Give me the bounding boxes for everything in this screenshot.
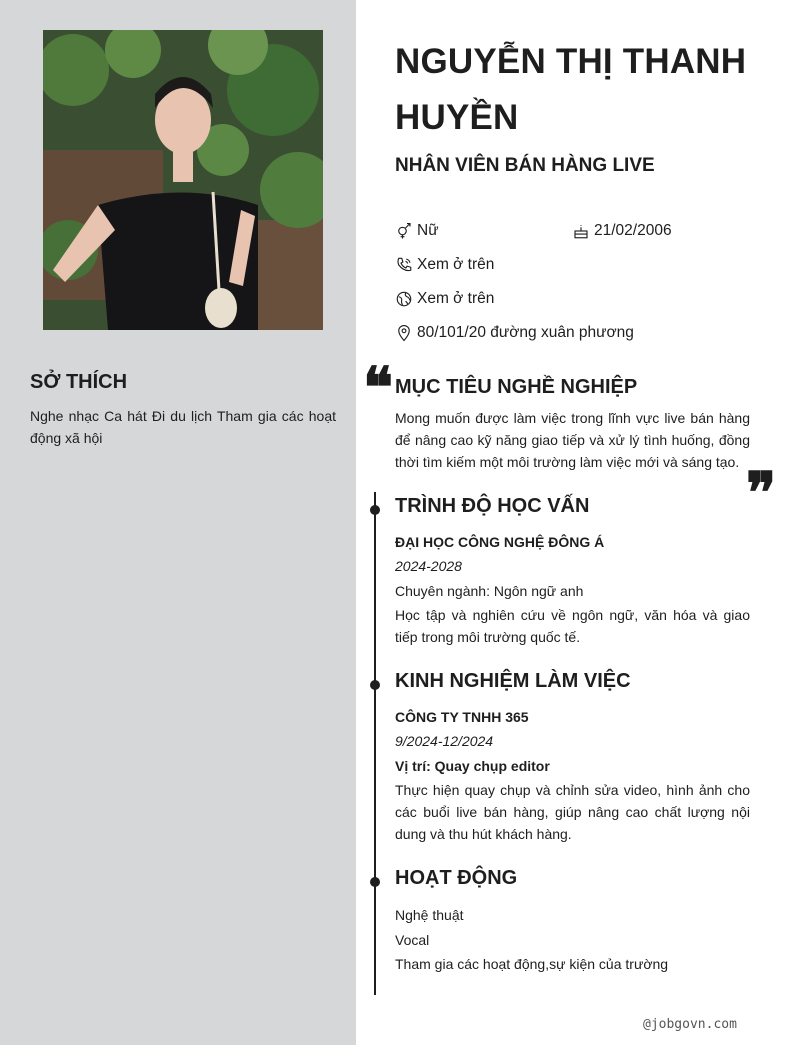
- hobbies-heading: SỞ THÍCH: [30, 371, 128, 393]
- birthday-value: 21/02/2006: [594, 222, 672, 239]
- timeline-line: [374, 492, 376, 995]
- quote-close-icon: ❞: [746, 460, 777, 526]
- education-description: Học tập và nghiên cứu về ngôn ngữ, văn hóa và giao tiếp trong môi trường quốc tế.: [395, 607, 750, 645]
- address-value: 80/101/20 đường xuân phương: [417, 324, 634, 341]
- experience-description: Thực hiện quay chụp và chỉnh sửa video, hình ảnh cho các buổi live bán hàng, giúp nâng cao chất lượng nội dung và thu hút khách hàng.: [395, 782, 750, 842]
- experience-company: CÔNG TY TNHH 365: [395, 709, 529, 725]
- experience-role: Vị trí: Quay chụp editor: [395, 758, 550, 774]
- activity-item: Nghệ thuật: [395, 907, 464, 923]
- activity-item: Tham gia các hoạt động,sự kiện của trường: [395, 956, 669, 972]
- objective-text: Mong muốn được làm việc trong lĩnh vực live bán hàng để nâng cao kỹ năng giao tiếp và xử lý tình huống, đồng thời tìm kiếm một môi trường làm việc mới và sáng tạo.: [395, 410, 750, 470]
- experience-period: 9/2024-12/2024: [395, 733, 494, 749]
- education-heading: TRÌNH ĐỘ HỌC VẤN: [395, 495, 590, 517]
- timeline-dot-education: [370, 505, 380, 515]
- activities-heading: HOẠT ĐỘNG: [395, 867, 518, 889]
- quote-open-icon: ❝: [363, 355, 394, 421]
- timeline-dot-activities: [370, 877, 380, 887]
- objective-heading: MỤC TIÊU NGHỀ NGHIỆP: [395, 376, 638, 398]
- phone-icon: [395, 256, 413, 274]
- gender-icon: [395, 222, 413, 240]
- experience-heading: KINH NGHIỆM LÀM VIỆC: [395, 670, 631, 692]
- gender-row: [395, 219, 439, 243]
- education-school: ĐẠI HỌC CÔNG NGHỆ ĐÔNG Á: [395, 534, 605, 550]
- watermark: @jobgovn.com: [643, 1017, 737, 1032]
- job-title: NHÂN VIÊN BÁN HÀNG LIVE: [395, 155, 655, 176]
- gender-value: Nữ: [417, 222, 439, 239]
- birthday-row: [572, 219, 672, 243]
- education-major: Chuyên ngành: Ngôn ngữ anh: [395, 583, 584, 599]
- profile-photo: [43, 30, 323, 330]
- phone-row: [395, 253, 494, 277]
- candidate-name: NGUYỄN THỊ THANH HUYỀN: [395, 42, 747, 137]
- website-value: Xem ở trên: [417, 290, 495, 307]
- map-pin-icon: [395, 324, 413, 342]
- cake-icon: [572, 222, 590, 240]
- globe-icon: [395, 290, 413, 308]
- hobbies-text: Nghe nhạc Ca hát Đi du lịch Tham gia các hoạt động xã hội: [30, 408, 336, 446]
- activity-item: Vocal: [395, 932, 430, 948]
- website-row: [395, 287, 494, 311]
- timeline-dot-experience: [370, 680, 380, 690]
- address-row: [395, 321, 634, 345]
- phone-value: Xem ở trên: [417, 256, 495, 273]
- education-period: 2024-2028: [395, 558, 462, 574]
